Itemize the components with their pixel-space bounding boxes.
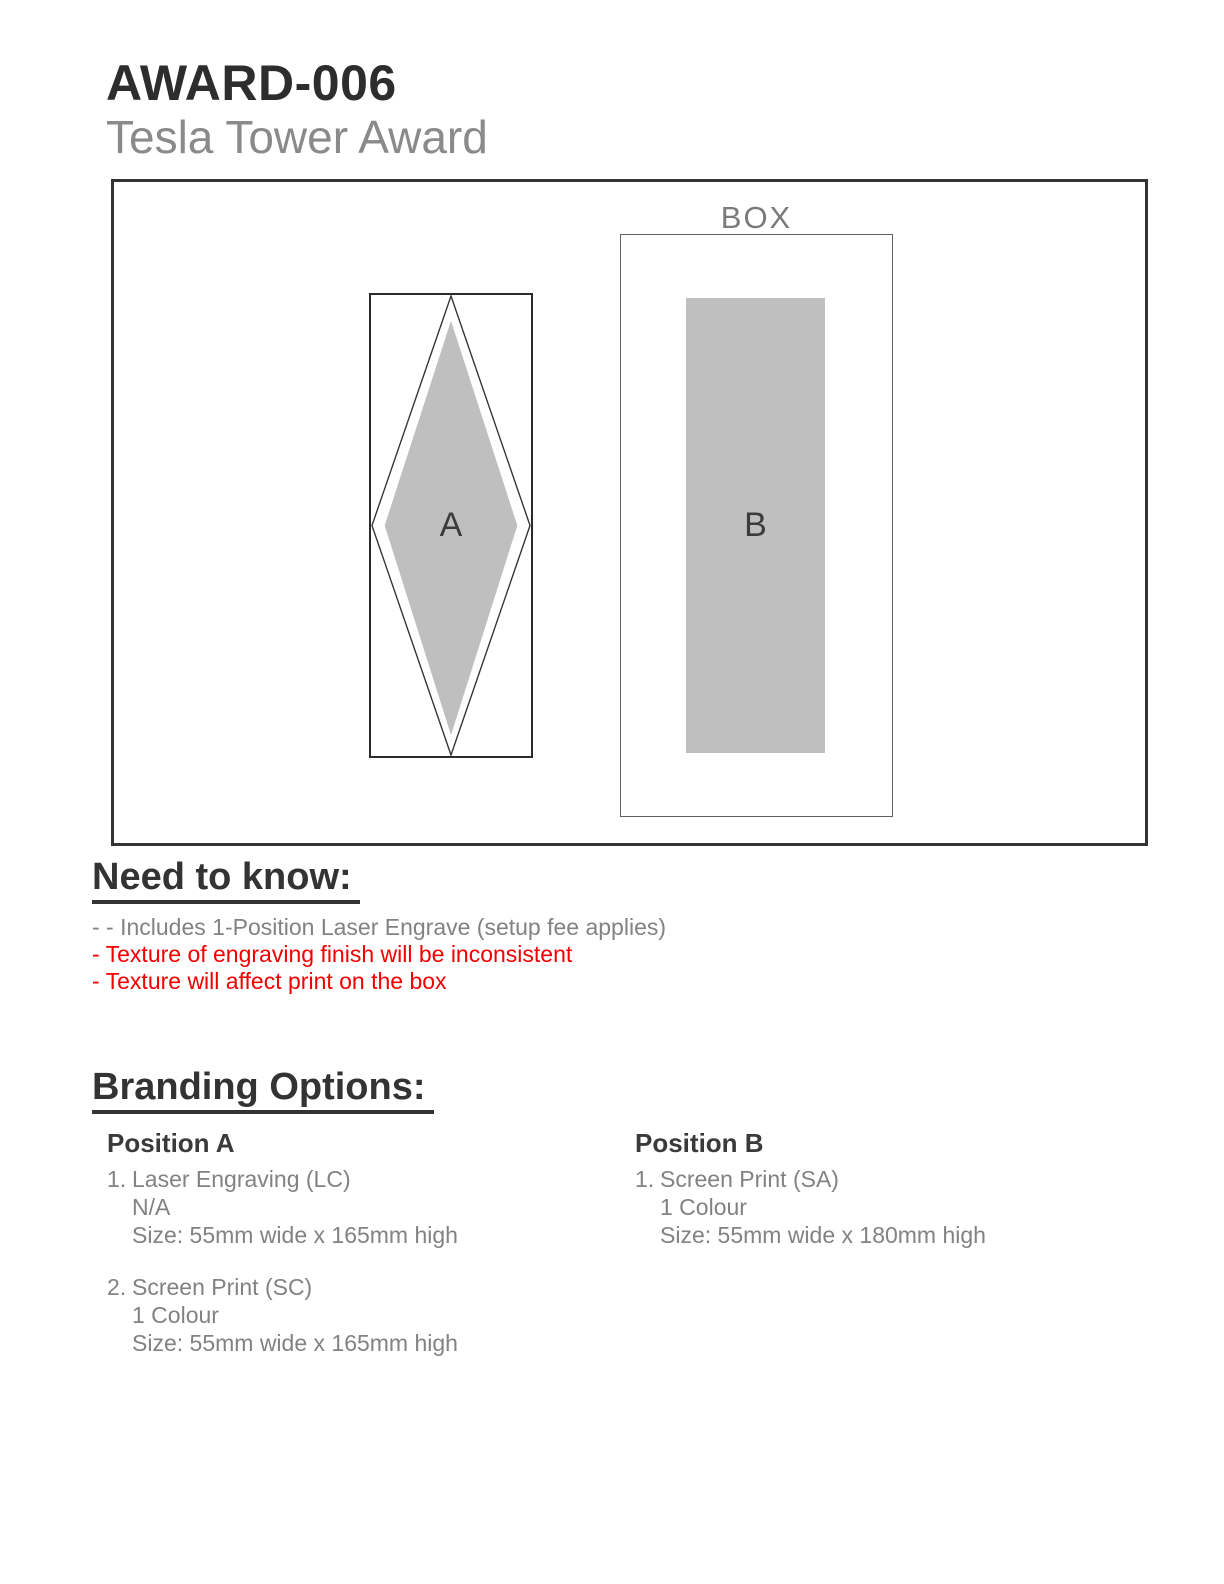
option-method: Laser Engraving (LC) (132, 1166, 351, 1192)
option-size: Size: 55mm wide x 165mm high (132, 1222, 458, 1248)
page-subtitle: Tesla Tower Award (106, 111, 488, 163)
need-to-know-section (92, 856, 666, 995)
option-details (132, 1165, 458, 1249)
option-number: 2. (107, 1274, 127, 1300)
need-to-know-notes (92, 914, 666, 995)
position-a-column (92, 1128, 635, 1357)
option-method: Screen Print (SA) (660, 1166, 839, 1192)
branding-columns (92, 1128, 986, 1357)
option-colours: 1 Colour (660, 1194, 747, 1220)
option-details (132, 1273, 458, 1357)
option-size: Size: 55mm wide x 180mm high (660, 1222, 986, 1248)
box-outline (620, 234, 893, 817)
option-method: Screen Print (SC) (132, 1274, 313, 1300)
box-caption: BOX (720, 200, 793, 235)
branding-options-section (92, 1066, 986, 1357)
position-a-title: Position A (107, 1128, 235, 1158)
option-colours: N/A (132, 1194, 171, 1220)
page-title: AWARD-006 (106, 55, 397, 111)
option-number: 1. (635, 1166, 655, 1192)
option-colours: 1 Colour (132, 1302, 219, 1328)
position-b-column (635, 1128, 986, 1357)
note-line: - Texture will affect print on the box (92, 968, 447, 994)
position-a-marker: A (439, 506, 463, 544)
note-line: - Texture of engraving finish will be inconsistent (92, 941, 573, 967)
branding-option (635, 1165, 986, 1249)
product-diagram-frame (111, 179, 1148, 846)
branding-option (107, 1273, 635, 1357)
branding-option (107, 1165, 635, 1249)
branding-options-heading: Branding Options: (92, 1066, 434, 1114)
box-print-area (686, 298, 825, 753)
need-to-know-heading: Need to know: (92, 856, 360, 904)
option-size: Size: 55mm wide x 165mm high (132, 1330, 458, 1356)
option-details (660, 1165, 986, 1249)
note-line: - - Includes 1-Position Laser Engrave (setup fee applies) (92, 914, 667, 940)
position-b-title: Position B (635, 1128, 764, 1158)
award-front-panel (369, 293, 533, 758)
position-b-marker: B (744, 506, 767, 544)
option-number: 1. (107, 1166, 127, 1192)
